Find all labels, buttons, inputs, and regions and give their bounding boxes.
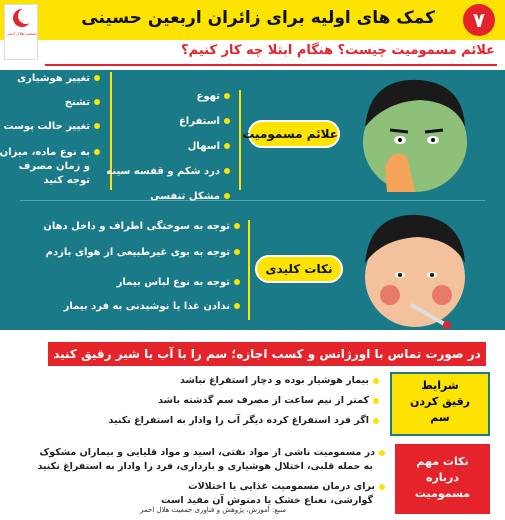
symptom-item: به نوع ماده، میزان — [0, 146, 100, 160]
symptoms-label: علائم مسمومیت — [248, 120, 340, 148]
condition-item: اگر فرد استفراغ کرده دیگر آب را وادار به استفراغ نکنید — [109, 414, 379, 428]
important-label-2: درباره — [425, 471, 460, 484]
bullet-icon — [94, 75, 100, 81]
bullet-icon — [234, 249, 240, 255]
symptom-item: تغییر حالت پوست — [4, 120, 101, 134]
header-bar — [0, 0, 505, 40]
symptoms-connector — [239, 90, 241, 190]
key-points-connector — [248, 220, 250, 320]
bullet-icon — [234, 303, 240, 309]
bullet-icon — [373, 418, 379, 424]
bullet-icon — [224, 118, 230, 124]
dilution-label-3: سم — [430, 411, 450, 424]
symptom-item: تشنج — [65, 96, 100, 110]
symptom-item: استفراغ — [179, 115, 230, 129]
bullet-icon — [224, 93, 230, 99]
symptom-item: درد شکم و قفسه سینه — [106, 165, 230, 179]
symptom-item: مشکل تنفسی — [150, 190, 230, 204]
red-crescent-logo — [4, 4, 38, 60]
symptom-item-cont: و زمان مصرف — [18, 161, 90, 172]
bullet-icon — [94, 99, 100, 105]
bullet-icon — [373, 378, 379, 384]
symptom-item: تغییر هوشیاری — [17, 72, 100, 86]
dilution-banner: در صورت تماس با اورژانس و کسب اجازه؛ سم را با آب یا شیر رقیق کنید — [48, 342, 486, 366]
symptom-item-cont: توجه کنید — [43, 175, 90, 186]
symptom-item: تهوع — [197, 90, 230, 104]
source-credit: منبع: آموزش، پژوهش و فناوری جمعیت هلال احمر — [140, 506, 287, 514]
dilution-conditions-box — [390, 372, 490, 436]
bullet-icon — [234, 279, 240, 285]
dilution-label-2: رقیق کردن — [409, 395, 471, 408]
bullet-icon — [224, 143, 230, 149]
important-label-1: نکات مهم — [416, 455, 469, 468]
important-item: در مسمومیت ناشی از مواد نفتی، اسید و مواد قلیایی و بیماران مشکوک — [40, 446, 385, 460]
key-point-item: توجه به بوی غیرطبیعی از هوای بازدم — [46, 246, 240, 260]
important-item-cont: گوارشی، نعناع خشک یا دمنوش آن مفید است — [161, 495, 373, 506]
important-notes-box — [395, 444, 490, 514]
bullet-icon — [234, 223, 240, 229]
condition-item: بیمار هوشیار بوده و دچار استفراغ نباشد — [180, 374, 379, 388]
fever-face-illustration — [350, 205, 475, 330]
divider — [45, 64, 497, 66]
page-title: کمک های اولیه برای زائران اربعین حسینی — [81, 8, 435, 28]
sick-face-illustration — [345, 72, 475, 192]
symptom-item: اسهال — [188, 140, 230, 154]
important-item: برای درمان مسمومیت غذایی یا اختلالات — [188, 480, 385, 494]
condition-item: کمتر از نیم ساعت از مصرف سم گذشته باشد — [158, 394, 379, 408]
crescent-icon — [13, 9, 31, 27]
logo-text: جمعیت هلال احمر — [7, 31, 37, 36]
important-item-cont: به حمله قلبی، اختلال هوشیاری و بارداری، فرد را وادار به استفراغ نکنید — [37, 461, 373, 472]
bullet-icon — [379, 484, 385, 490]
key-point-item: ندادن غذا یا نوشیدنی به فرد بیمار — [64, 300, 240, 314]
important-label-3: مسمومیت — [414, 487, 471, 500]
bullet-icon — [224, 193, 230, 199]
key-point-item: توجه به سوختگی اطراف و داخل دهان — [43, 220, 240, 234]
bullet-icon — [379, 450, 385, 456]
info-panel — [0, 70, 505, 330]
bullet-icon — [94, 123, 100, 129]
dilution-label-1: شرایط — [421, 379, 459, 392]
panel-divider — [20, 200, 485, 201]
bullet-icon — [224, 168, 230, 174]
subtitle: علائم مسمومیت چیست؟ هنگام ابتلا چه کار کنیم؟ — [181, 43, 495, 58]
bullet-icon — [373, 398, 379, 404]
bullet-icon — [94, 149, 100, 155]
key-points-label: نکات کلیدی — [255, 255, 343, 283]
number-badge: ۷ — [463, 4, 495, 36]
key-point-item: توجه به نوع لباس بیمار — [117, 276, 240, 290]
